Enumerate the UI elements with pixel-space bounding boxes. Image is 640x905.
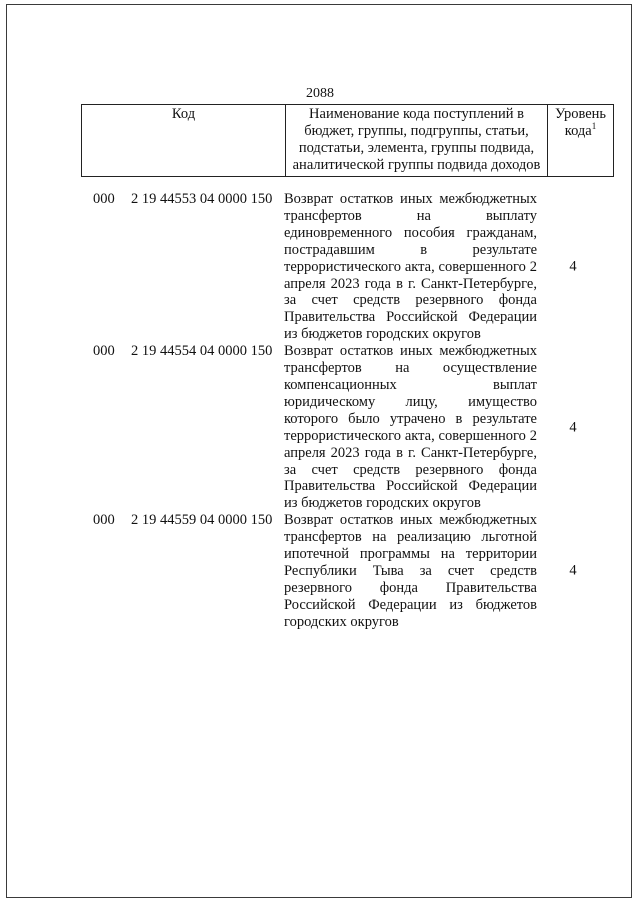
- revenue-name: Возврат остатков иных межбюджетных трансфертов на выплату единовременного пособия гражданам, пострадавшим в результате террористического акта, совершенного 2 апреля 2023 года в г. Санкт-Петербурге, за счет средств резервного фонда Правительства Российской Федерации из бюджетов городских округов: [284, 191, 537, 343]
- revenue-code: 2 19 44553 04 0000 150: [131, 191, 273, 207]
- revenue-code: 2 19 44554 04 0000 150: [131, 343, 273, 360]
- footnote-marker: 1: [591, 121, 597, 132]
- page-number: 2088: [306, 86, 334, 101]
- admin-code: 000: [93, 512, 115, 529]
- revenue-name: Возврат остатков иных межбюджетных трансфертов на реализацию льготной ипотечной программы на территории Республики Тыва за счет средств резервного фонда Правительства Российской Федерации из бюджетов городских округов: [284, 512, 537, 630]
- admin-code: 000: [93, 191, 115, 207]
- header-name-column: Наименование кода поступлений в бюджет, группы, подгруппы, статьи, подстатьи, элемента, группы подвида, аналитической группы подвида доходов: [286, 105, 548, 177]
- table-body: [81, 191, 614, 631]
- code-level: 4: [569, 419, 577, 436]
- table-header: [81, 104, 614, 177]
- header-level-column: [548, 105, 614, 177]
- code-level: 4: [569, 258, 577, 275]
- header-level-label: Уровень кода: [554, 106, 607, 139]
- revenue-name: Возврат остатков иных межбюджетных трансфертов на осуществление компенсационных выплат юридическому лицу, имущество которого было утрачено в результате террористического акта, совершенного 2 апреля 2023 года в г. Санкт-Петербурге, за счет средств резервного фонда Правительства Российской Федерации из бюджетов городских округов: [284, 343, 537, 512]
- header-code-column: Код: [82, 105, 286, 177]
- admin-code: 000: [93, 343, 115, 360]
- code-level: 4: [569, 562, 577, 579]
- table-row: [81, 191, 614, 343]
- revenue-code: 2 19 44559 04 0000 150: [131, 512, 273, 529]
- table-row: [81, 512, 614, 630]
- table-row: [81, 343, 614, 512]
